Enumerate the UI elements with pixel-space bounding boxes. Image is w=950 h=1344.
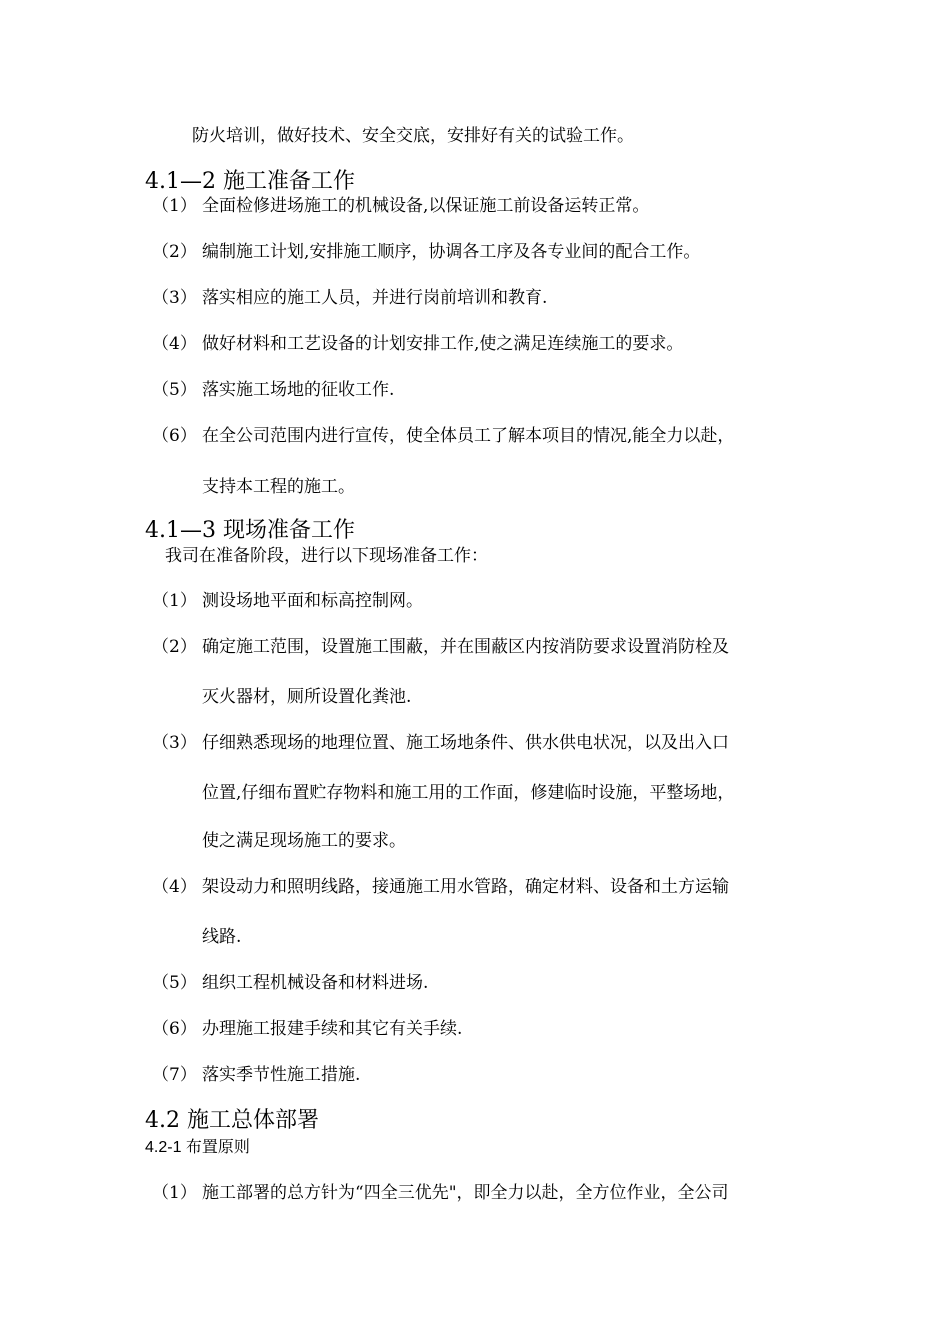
list-item-text-continuation: 线路. <box>202 927 242 947</box>
list-item-number: （6） <box>152 1019 197 1039</box>
list-item-number: （5） <box>152 973 197 993</box>
list-item-number: （2） <box>152 637 197 657</box>
list-item-text-continuation: 灭火器材，厕所设置化粪池. <box>202 687 412 707</box>
section-heading-4-1-2: 4.1—2 施工准备工作 <box>145 169 355 194</box>
list-item-text: 仔细熟悉现场的地理位置、施工场地条件、供水供电状况，以及出入口 <box>202 733 729 753</box>
list-item-number: （3） <box>152 733 197 753</box>
list-item-text: 确定施工范围，设置施工围蔽，并在围蔽区内按消防要求设置消防栓及 <box>202 637 729 657</box>
list-item-number: （6） <box>152 426 197 446</box>
list-item-text: 施工部署的总方针为“四全三优先"，即全力以赴，全方位作业，全公司 <box>202 1183 729 1203</box>
list-item-number: （1） <box>152 1183 197 1203</box>
section-heading-4-2: 4.2 施工总体部署 <box>145 1108 319 1133</box>
list-item-number: （4） <box>152 877 197 897</box>
list-item-number: （1） <box>152 591 197 611</box>
list-item-number: （3） <box>152 288 197 308</box>
list-item-text-continuation: 支持本工程的施工。 <box>202 477 355 497</box>
section-intro: 我司在准备阶段，进行以下现场准备工作： <box>165 546 488 566</box>
list-item-number: （2） <box>152 242 197 262</box>
list-item-text: 架设动力和照明线路，接通施工用水管路，确定材料、设备和土方运输 <box>202 877 729 897</box>
list-item-text: 落实季节性施工措施. <box>202 1065 361 1085</box>
list-item-text-continuation: 使之满足现场施工的要求。 <box>202 831 406 851</box>
section-heading-4-1-3: 4.1—3 现场准备工作 <box>145 518 355 543</box>
list-item-text: 编制施工计划,安排施工顺序，协调各工序及各专业间的配合工作。 <box>202 242 701 262</box>
list-item-text: 落实施工场地的征收工作. <box>202 380 395 400</box>
intro-line: 防火培训，做好技术、安全交底，安排好有关的试验工作。 <box>192 126 634 146</box>
list-item-text: 办理施工报建手续和其它有关手续. <box>202 1019 463 1039</box>
list-item-text: 落实相应的施工人员，并进行岗前培训和教育. <box>202 288 548 308</box>
list-item-text: 在全公司范围内进行宣传，使全体员工了解本项目的情况,能全力以赴， <box>202 426 735 446</box>
list-item-text: 全面检修进场施工的机械设备,以保证施工前设备运转正常。 <box>202 196 650 216</box>
list-item-number: （5） <box>152 380 197 400</box>
list-item-text: 测设场地平面和标高控制网。 <box>202 591 423 611</box>
list-item-number: （7） <box>152 1065 197 1085</box>
list-item-text: 组织工程机械设备和材料进场. <box>202 973 429 993</box>
subsection-heading-4-2-1: 4.2-1 布置原则 <box>145 1139 250 1156</box>
list-item-number: （4） <box>152 334 197 354</box>
list-item-text-continuation: 位置,仔细布置贮存物料和施工用的工作面，修建临时设施，平整场地， <box>202 783 735 803</box>
list-item-text: 做好材料和工艺设备的计划安排工作,使之满足连续施工的要求。 <box>202 334 684 354</box>
list-item-number: （1） <box>152 196 197 216</box>
